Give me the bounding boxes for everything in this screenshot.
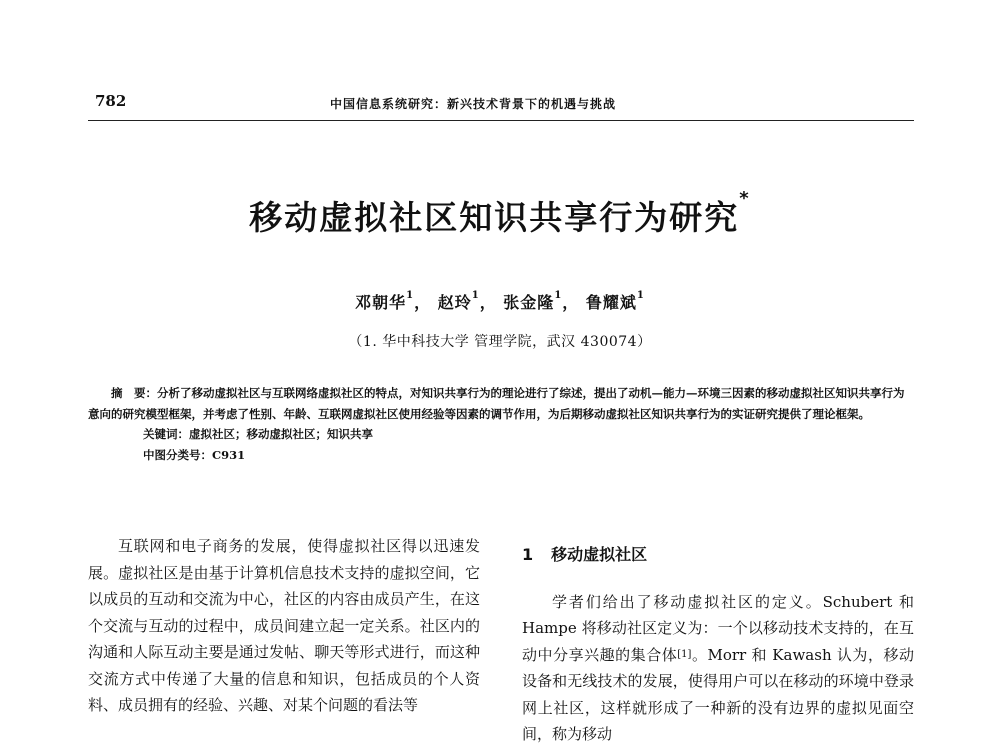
abstract-label: 摘 要： (111, 386, 157, 400)
author-name: 张金隆 (503, 293, 555, 312)
author-name: 赵玲 (437, 293, 472, 312)
author-affil-mark: 1 (471, 290, 480, 301)
classification-label: 中图分类号： (143, 447, 212, 462)
body-column-right (522, 542, 914, 748)
paper-title-text: 移动虚拟社区知识共享行为研究 (249, 198, 740, 237)
classification-code: C931 (212, 447, 246, 462)
author-name: 鲁耀斌 (585, 293, 637, 312)
author-affil-mark: 1 (406, 290, 415, 301)
body-paragraph: 互联网和电子商务的发展，使得虚拟社区得以迅速发展。虚拟社区是由基于计算机信息技术支持的虚拟空间，它以成员的互动和交流为中心，社区的内容由成员产生，在这个交流与互动的过程中，成员间建立起一定关系。社区内的沟通和人际互动主要是通过发帖、聊天等形式进行，而这种交流方式中传递了大量的信息和知识，包括成员的个人资料、成员拥有的经验、兴趣、对某个问题的看法等 (88, 537, 480, 714)
page-number: 782 (95, 92, 127, 110)
author-separator: ， (562, 293, 580, 312)
abstract-text: 分析了移动虚拟社区与互联网络虚拟社区的特点，对知识共享行为的理论进行了综述，提出了动机—能力—环境三因素的移动虚拟社区知识共享行为意向的研究模型框架，并考虑了性别、年龄、互联网虚拟社区使用经验等因素的调节作用，为后期移动虚拟社区知识共享行为的实证研究提供了理论框架。 (88, 386, 905, 421)
author-affil-mark: 1 (554, 290, 563, 301)
title-footnote-mark: * (739, 188, 751, 209)
section-heading (522, 542, 914, 569)
keywords (88, 424, 914, 445)
affiliation: （1. 华中科技大学 管理学院，武汉 430074） (348, 334, 652, 350)
classification (88, 445, 914, 466)
body-text: 学者们给出了移动虚拟社区的定义。Schubert 和 Hampe 将移动社区定义为：一个以移动技术支持的，在互动中分享兴趣的集合体 (522, 592, 914, 664)
keywords-text: 虚拟社区；移动虚拟社区；知识共享 (189, 427, 373, 441)
author-list (0, 290, 1000, 313)
citation-ref: [1] (677, 648, 692, 660)
body-column-left (88, 533, 480, 719)
author-affil-mark: 1 (636, 290, 645, 301)
body-text: 。Morr 和 Kawash 认为，移动设备和无线技术的发展，使得用户可以在移动的环境中登录网上社区，这样就形成了一种新的没有边界的虚拟见面空间，称为移动 (522, 645, 914, 743)
running-title: 中国信息系统研究：新兴技术背景下的机遇与挑战 (330, 97, 617, 111)
body-paragraph (522, 589, 914, 748)
author-separator: ， (479, 293, 497, 312)
abstract-block (88, 383, 914, 465)
paper-title (0, 188, 1000, 239)
author-name: 邓朝华 (355, 293, 407, 312)
section-title: 移动虚拟社区 (551, 545, 648, 564)
abstract (88, 383, 914, 424)
header-rule (88, 120, 914, 121)
keywords-label: 关键词： (143, 427, 189, 441)
section-number: 1 (522, 545, 534, 564)
author-separator: ， (414, 293, 432, 312)
